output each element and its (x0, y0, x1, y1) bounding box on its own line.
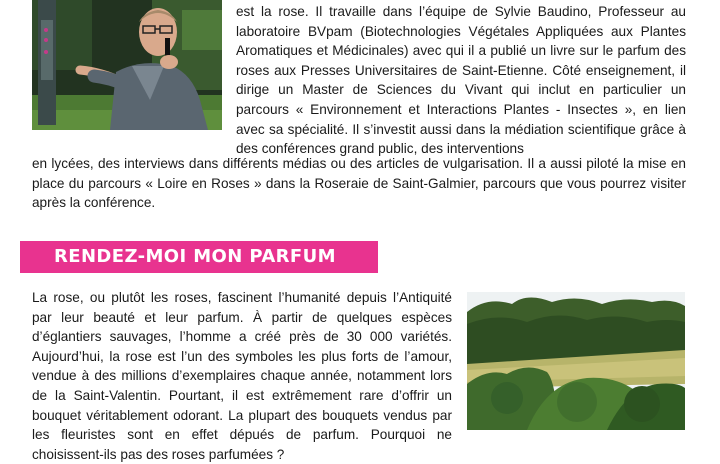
section-title: RENDEZ-MOI MON PARFUM (54, 246, 336, 267)
section-paragraph: La rose, ou plutôt les roses, fascinent l’humanité depuis l’Antiquité par leur beauté et leur parfum. À partir de quelques espèces d’églantiers sauvages, l’homme a créé près de 30 000 variétés. Aujourd’hui, la rose est l’un des symboles les plus forts de l’amour, vendue à des millions d’exemplaires chaque année, notamment lors de la Saint-Valentin. Pourtant, il est extrêmement rare d’offrir un bouquet véritablement odorant. La plupart des bouquets vendus par les fleuristes sont en effet dépués de parfum. Pourquoi ne choisissent-ils pas des roses parfumées ? (32, 290, 453, 462)
speaker-photo (32, 0, 222, 130)
bio-paragraph-top: est la rose. Il travaille dans l’équipe de Sylvie Baudino, Professeur au laboratoire BVpam (Biotechnologies Végétales Appliquées aux Plantes Aromatiques et Médicinales) avec qui il a publié un livre sur le parfum des roses aux Presses Universitaires de Saint-Etienne. Côté enseignement, il dirige un Master de Sciences du Vivant qui inclut en particulier un parcours « Environnement et Interactions Plantes - Insectes », en lien avec sa spécialité. Il s’investit aussi dans la médiation scientifique grâce à des conférences grand public, des interventions (236, 4, 687, 157)
section-banner (20, 241, 378, 273)
garden-photo (467, 292, 685, 430)
bio-paragraph-continued: en lycées, des interviews dans différents médias ou des articles de vulgarisation. Il a aussi piloté la mise en place du parcours « Loire en Roses » dans la Roseraie de Saint-Galmier, parcours que vous pourrez visiter après la conférence. (32, 156, 686, 211)
